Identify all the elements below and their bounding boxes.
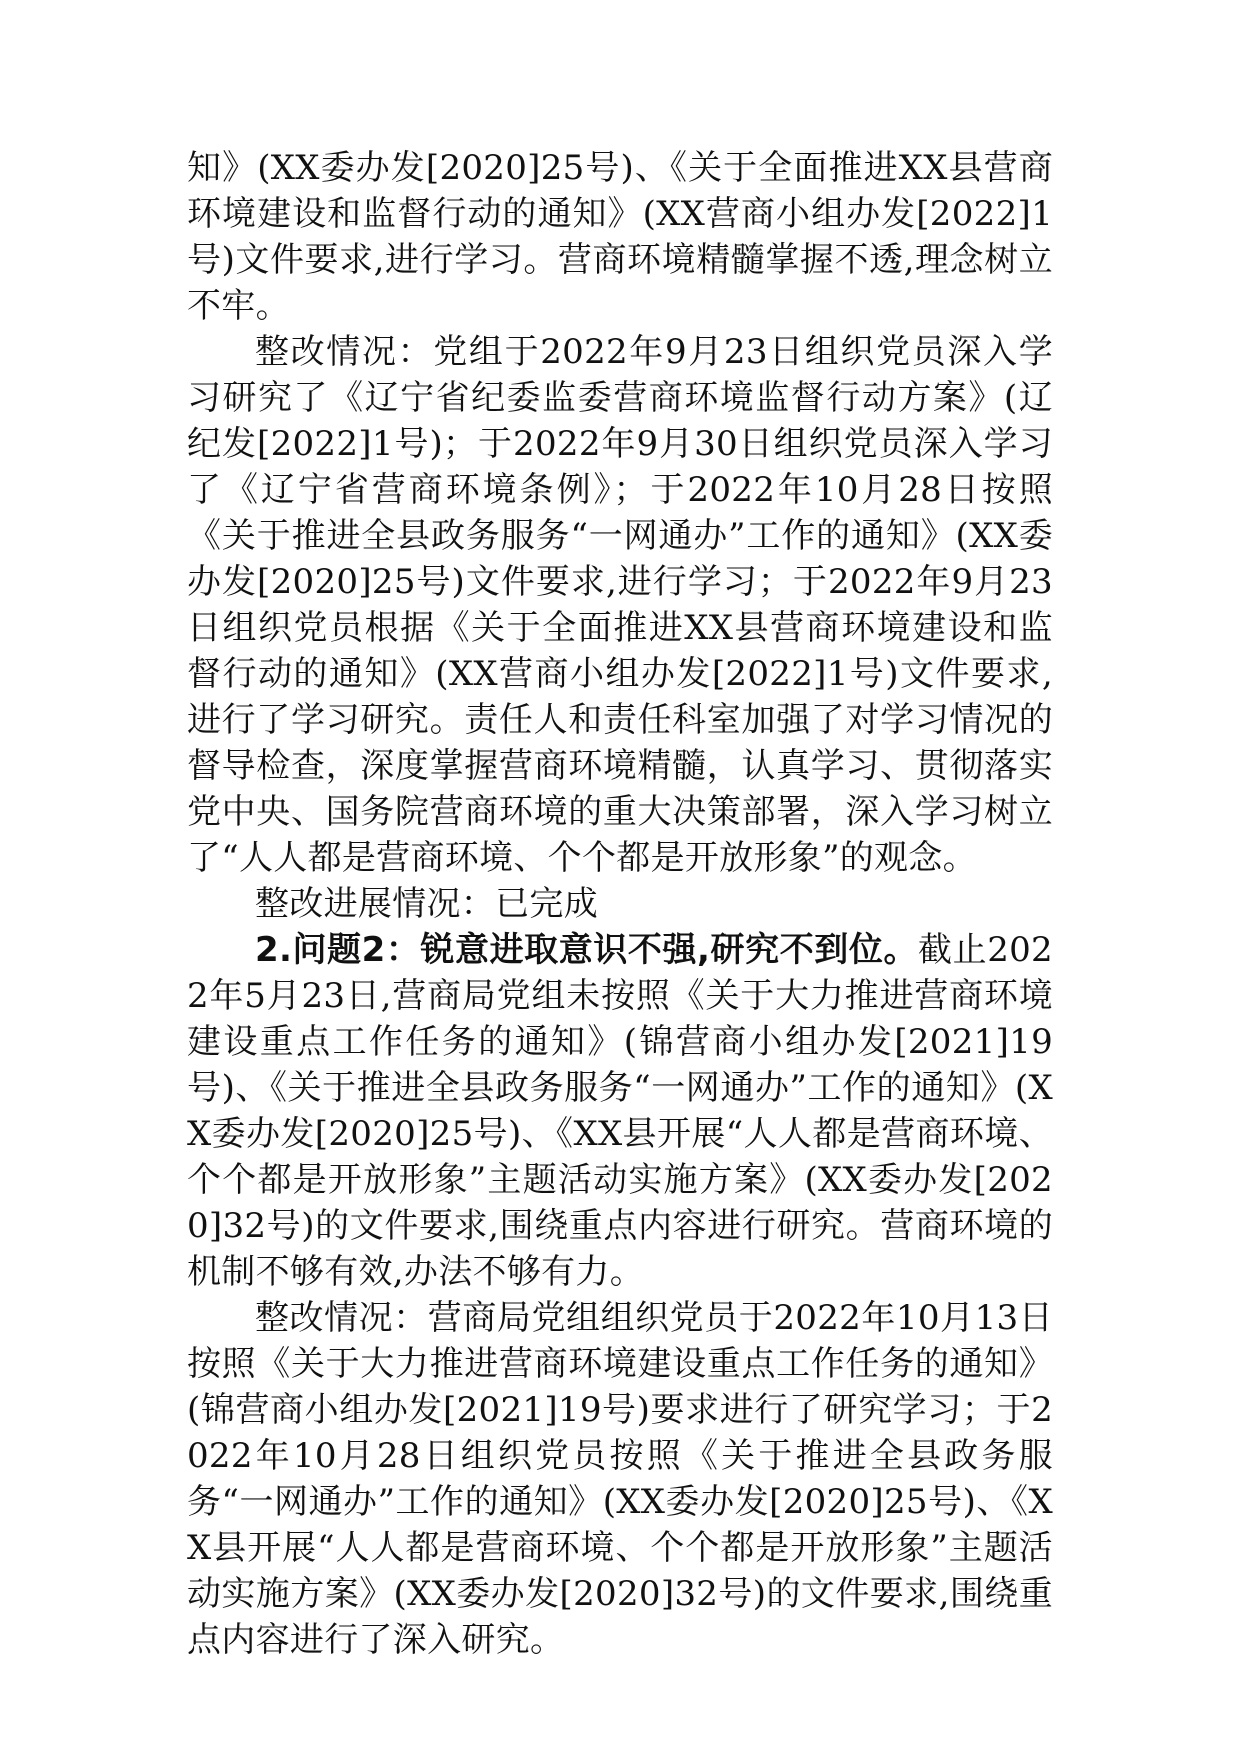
paragraph-rectification-status: 整改情况：党组于2022年9月23日组织党员深入学习研究了《辽宁省纪委监委营商环境监督行动方案》(辽纪发[2022]1号)；于2022年9月30日组织党员深入学习了《辽宁省营商环境条例》；于2022年10月28日按照《关于推进全县政务服务“一网通办”工作的通知》(XX委办发[2020]25号)文件要求,进行学习；于2022年9月23日组织党员根据《关于全面推进XX县营商环境建设和监督行动的通知》(XX营商小组办发[2022]1号)文件要求,进行了学习研究。责任人和责任科室加强了对学习情况的督导检查，深度掌握营商环境精髓，认真学习、贯彻落实党中央、国务院营商环境的重大决策部署，深入学习树立了“人人都是营商环境、个个都是开放形象”的观念。	[187, 332, 1053, 878]
paragraph-progress: 整改进展情况：已完成	[255, 884, 598, 924]
paragraph-continued: 知》(XX委办发[2020]25号)、《关于全面推进XX县营商环境建设和监督行动的通知》(XX营商小组办发[2022]1号)文件要求,进行学习。营商环境精髓掌握不透,理念树立不牢。	[187, 148, 1053, 326]
document-body	[187, 145, 1053, 1663]
paragraph-issue-2	[187, 927, 1053, 1295]
paragraph-issue-2-rectification: 整改情况：营商局党组组织党员于2022年10月13日按照《关于大力推进营商环境建设重点工作任务的通知》(锦营商小组办发[2021]19号)要求进行了研究学习；于2022年10月28日组织党员按照《关于推进全县政务服务“一网通办”工作的通知》(XX委办发[2020]25号)、《XX县开展“人人都是营商环境、个个都是开放形象”主题活动实施方案》(XX委办发[2020]32号)的文件要求,围绕重点内容进行了深入研究。	[187, 1298, 1053, 1660]
issue-2-heading: 2.问题2：锐意进取意识不强,研究不到位。	[255, 930, 919, 970]
issue-2-body: 截止2022年5月23日,营商局党组未按照《关于大力推进营商环境建设重点工作任务的通知》(锦营商小组办发[2021]19号)、《关于推进全县政务服务“一网通办”工作的通知》(XX委办发[2020]25号)、《XX县开展“人人都是营商环境、个个都是开放形象”主题活动实施方案》(XX委办发[2020]32号)的文件要求,围绕重点内容进行研究。营商环境的机制不够有效,办法不够有力。	[187, 930, 1053, 1292]
